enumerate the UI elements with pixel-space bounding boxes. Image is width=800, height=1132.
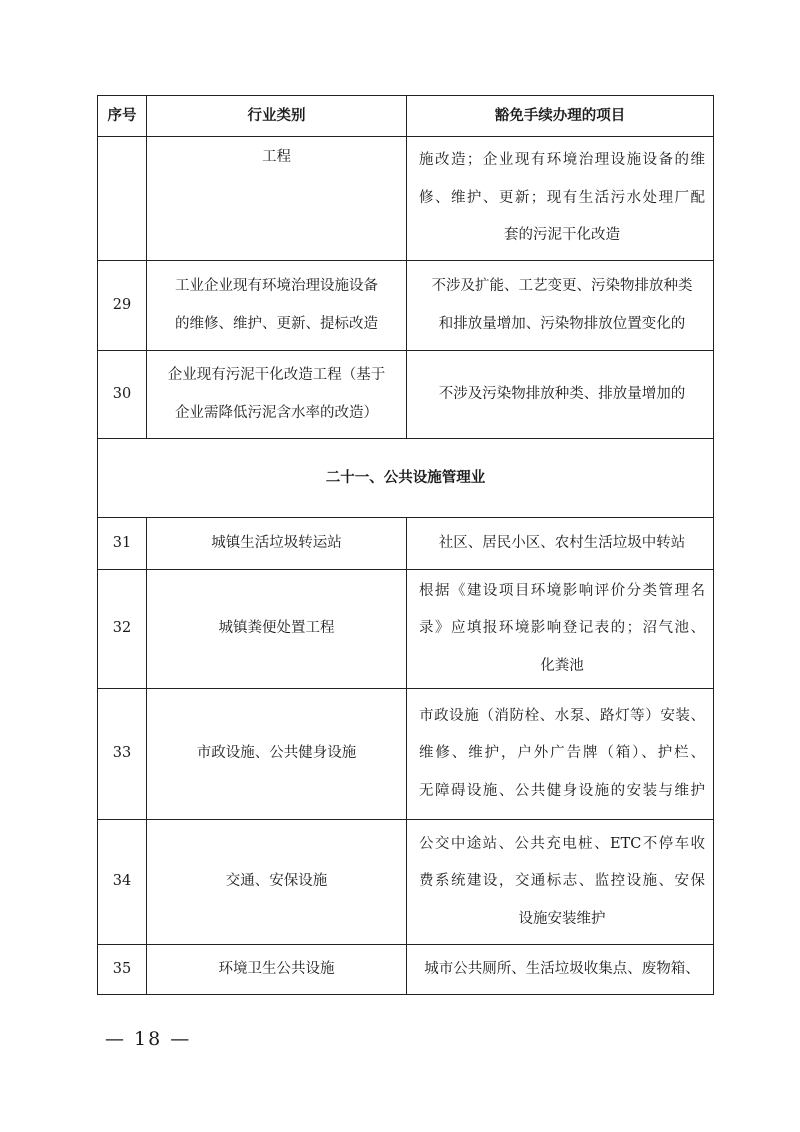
category-line: 企业现有污泥干化改造工程（基于 <box>167 367 386 383</box>
item-line: 套的污泥干化改造 <box>504 227 620 244</box>
row-items <box>407 820 714 945</box>
row-category <box>147 570 407 689</box>
header-exempt-items: 豁免手续办理的项目 <box>407 96 714 137</box>
table-row <box>98 945 714 995</box>
row-items <box>407 351 714 439</box>
category-line: 环境卫生公共设施 <box>218 960 335 977</box>
item-line: 录》应填报环境影响登记表的；沼气池、 <box>419 620 705 637</box>
item-line: 公交中途站、公共充电桩、ETC不停车收 <box>419 835 705 852</box>
row-number: 30 <box>98 351 147 439</box>
row-items <box>407 518 714 570</box>
item-line: 不涉及扩能、工艺变更、污染物排放种类 <box>431 278 693 294</box>
item-line: 和排放量增加、污染物排放位置变化的 <box>438 315 686 332</box>
section-heading: 二十一、公共设施管理业 <box>98 439 714 518</box>
row-number: 35 <box>98 945 147 995</box>
row-number: 31 <box>98 518 147 570</box>
row-category <box>147 820 407 945</box>
item-line: 根据《建设项目环境影响评价分类管理名 <box>419 582 705 599</box>
row-number <box>98 137 147 261</box>
item-line: 设施安装维护 <box>518 910 606 927</box>
category-line: 交通、安保设施 <box>225 873 328 890</box>
row-category <box>147 518 407 570</box>
row-items <box>407 137 714 261</box>
table-row <box>98 518 714 570</box>
row-number: 32 <box>98 570 147 689</box>
table-row <box>98 820 714 945</box>
item-line: 修、维护、更新；现有生活污水处理厂配 <box>419 189 705 206</box>
table-header-row <box>98 96 714 137</box>
row-items <box>407 689 714 820</box>
section-row <box>98 439 714 518</box>
row-category <box>147 351 407 439</box>
category-line: 工程 <box>262 149 291 165</box>
header-industry-category: 行业类别 <box>147 96 407 137</box>
category-line: 城镇粪便处置工程 <box>218 620 335 637</box>
table-row <box>98 689 714 820</box>
table-row <box>98 570 714 689</box>
item-line: 不涉及污染物排放种类、排放量增加的 <box>438 385 686 402</box>
category-line: 企业需降低污泥含水率的改造） <box>175 404 378 421</box>
row-number: 33 <box>98 689 147 820</box>
row-category <box>147 945 407 995</box>
item-line: 施改造；企业现有环境治理设施设备的维 <box>419 152 705 169</box>
row-category <box>147 137 407 261</box>
item-line: 市政设施（消防栓、水泵、路灯等）安装、 <box>419 707 705 724</box>
item-line: 化粪池 <box>540 657 584 674</box>
table-row-continued <box>98 137 714 261</box>
table-row <box>98 261 714 351</box>
item-line: 维修、维护，户外广告牌（箱）、护栏、 <box>419 745 705 762</box>
item-line: 无障碍设施、公共健身设施的安装与维护 <box>419 782 705 799</box>
header-serial-number: 序号 <box>98 96 147 137</box>
item-line: 费系统建设，交通标志、监控设施、安保 <box>419 873 705 890</box>
table-row <box>98 351 714 439</box>
row-items <box>407 945 714 995</box>
row-category <box>147 689 407 820</box>
category-line: 城镇生活垃圾转运站 <box>211 534 342 551</box>
row-number: 34 <box>98 820 147 945</box>
category-line: 市政设施、公共健身设施 <box>196 745 357 762</box>
exemption-table <box>97 95 714 995</box>
item-line: 社区、居民小区、农村生活垃圾中转站 <box>438 534 686 551</box>
row-items <box>407 570 714 689</box>
row-number: 29 <box>98 261 147 351</box>
row-category <box>147 261 407 351</box>
page-number: — 18 — <box>105 1028 192 1050</box>
category-line: 工业企业现有环境治理设施设备 <box>175 278 378 294</box>
item-line: 城市公共厕所、生活垃圾收集点、废物箱、 <box>424 960 700 977</box>
category-line: 的维修、维护、更新、提标改造 <box>175 315 378 332</box>
row-items <box>407 261 714 351</box>
